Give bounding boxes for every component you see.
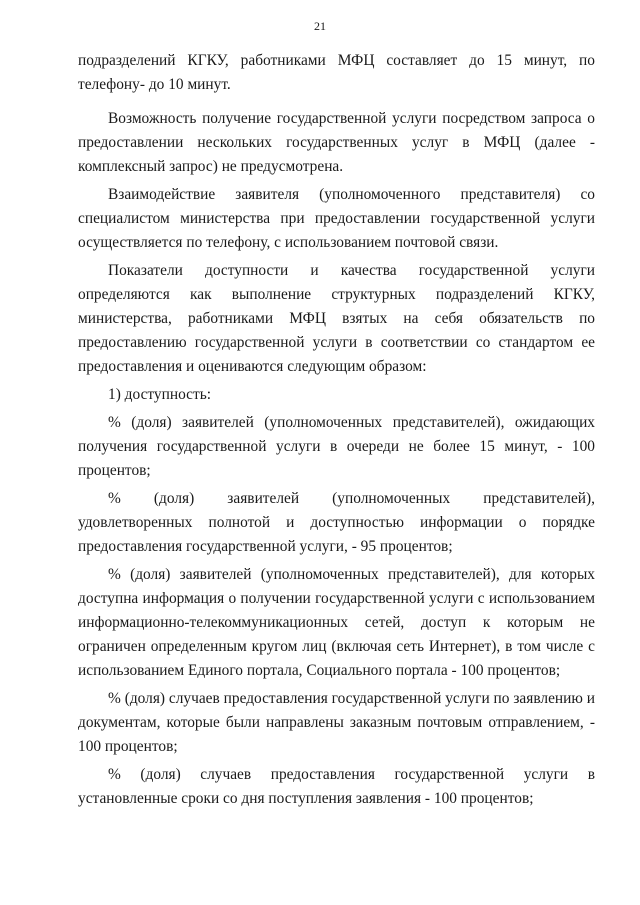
paragraph-response-time: подразделений КГКУ, работниками МФЦ составляет до 15 минут, по телефону- до 10 минут. <box>78 52 595 93</box>
paragraph-online-info: % (доля) заявителей (уполномоченных представителей), для которых доступна информация о получении государственной услуги с использованием информационно-телекоммуникационных сетей, доступ к которым не ограничен определенным кругом лиц (включая сеть Интернет), в том числе с использованием Единого портала, Социального портала - 100 процентов; <box>78 566 595 679</box>
page-number: 21 <box>314 19 326 33</box>
paragraph-deadline-cases: % (доля) случаев предоставления государственной услуги в установленные сроки со дня поступления заявления - 100 процентов; <box>78 766 595 807</box>
paragraph-postal-cases: % (доля) случаев предоставления государственной услуги по заявлению и документам, которые были направлены заказным почтовым отправлением, - 100 процентов; <box>78 690 595 755</box>
paragraph-interaction: Взаимодействие заявителя (уполномоченного представителя) со специалистом министерства при предоставлении государственной услуги осуществляется по телефону, с использованием почтовой связи. <box>78 186 595 251</box>
paragraph-indicators: Показатели доступности и качества государственной услуги определяются как выполнение структурных подразделений КГКУ, министерства, работниками МФЦ взятых на себя обязательств по предоставлению государственной услуги в соответствии со стандартом ее предоставления и оцениваются следующим образом: <box>78 262 595 375</box>
paragraph-queue-wait: % (доля) заявителей (уполномоченных представителей), ожидающих получения государственной услуги в очереди не более 15 минут, - 100 процентов; <box>78 414 595 479</box>
document-body <box>78 49 595 811</box>
paragraph-accessibility-heading: 1) доступность: <box>108 386 212 403</box>
paragraph-complex-request: Возможность получение государственной услуги посредством запроса о предоставлении нескольких государственных услуг в МФЦ (далее - комплексный запрос) не предусмотрена. <box>78 110 595 175</box>
paragraph-satisfied-info: % (доля) заявителей (уполномоченных представителей), удовлетворенных полнотой и доступностью информации о порядке предоставления государственной услуги, - 95 процентов; <box>78 490 595 555</box>
